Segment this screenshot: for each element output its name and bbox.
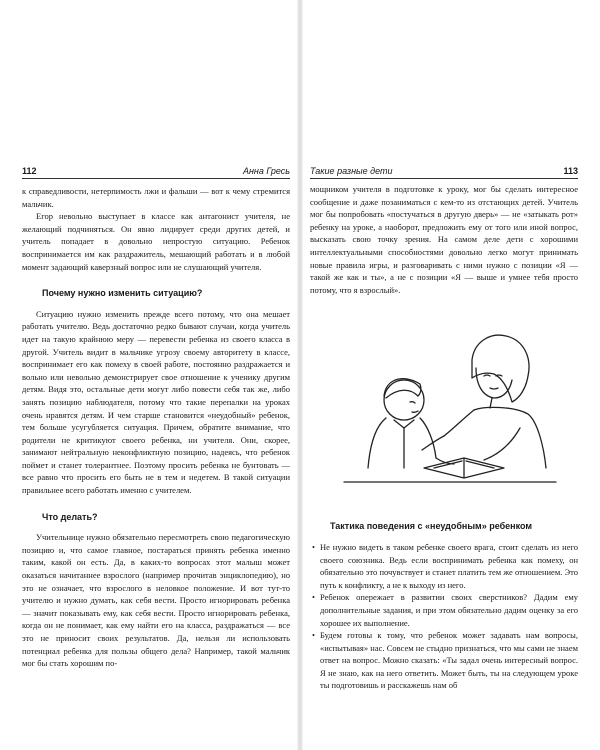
- right-page: [302, 0, 600, 750]
- left-page-header: [22, 166, 290, 179]
- paragraph: к справедливости, нетерпимость лжи и фальши — вот к чему стремится мальчик.: [22, 186, 290, 209]
- page-number: 112: [22, 166, 37, 176]
- page-number: 113: [563, 166, 578, 176]
- right-page-text: [310, 183, 578, 692]
- paragraph: Егор невольно выступает в классе как антагонист учителя, не желающий подчиняться. Он явно лидирует среди других детей, и учитель попадает в довольно непростую ситуацию. Ребенок воспринимается им как раздражитель, мешающий работать и в любой момент задающий каверзный вопрос или не слушающий учителя.: [22, 211, 290, 272]
- paragraph: Учительнице нужно обязательно пересмотреть свою педагогическую позицию и, что самое главное, постараться принять ребенка именно таким, какой он есть. Да, в каких-то вопросах этот малыш может оказаться начитаннее взрослого (например прочитав энциклопедию), но это не означает, что взрослого в неловкое положение. И вот тут-то учителю и нужно думать, как себя вести. Просто игнорировать ребенка — значит показывать ему, как себя вести. Просто игнорировать ребенка, когда он не понимает, как ему найти его на класса, раздражаться — все это не приносит своих результатов. Да, нельзя ли использовать потенциал ребенка для пользы общего дела? Например, такой мальчик мог бы стать хорошим по-: [22, 532, 290, 669]
- paragraph: мощником учителя в подготовке к уроку, мог бы сделать интересное сообщение и даже позаниматься с кем-то из отстающих детей. Учитель мог бы попробовать «постучаться в другую дверь» — не «затыкать рот» ребенку на уроке, а наоборот, предложить ему от того или иной вопрос, высказать свою точку зрения. На самом деле дети с хорошими интеллектуальными способностями довольно легко могут принимать новые правила игры, и разговаривать с ними нужно с позиции «Я — такой же как и ты», а не с позиции «Я — выше и умнее тебя просто потому, что я взрослый».: [310, 184, 578, 295]
- section-heading: Почему нужно изменить ситуацию?: [42, 288, 203, 299]
- right-page-header: [310, 166, 578, 179]
- tactics-list: [310, 541, 578, 692]
- running-header-title: Такие разные дети: [310, 166, 393, 176]
- left-page-text: [22, 185, 290, 670]
- running-header-author: Анна Гресь: [242, 166, 290, 176]
- teacher-child-illustration: [324, 318, 564, 498]
- list-item: • Будем готовы к тому, что ребенок может задавать нам вопросы, «испытывая» нас. Совсем не стыдно признаться, что мы сами не знаем ответ на вопрос. Можно сказать: «Ты задал очень интересный вопрос. Я не знаю, как на него ответить. Может быть, ты на следующем уроке ты подготовишь и расскажешь нам об: [310, 629, 578, 692]
- list-item: • Ребенок опережает в развитии своих сверстников? Дадим ему дополнительные задания, и при этом обязательно дадим оценку за его хорошее их выполнение.: [310, 591, 578, 629]
- section-heading: Что делать?: [42, 511, 98, 522]
- list-item: • Не нужно видеть в таком ребенке своего врага, стоит сделать из него своего союзника. Ведь если воспринимать ребенка как помеху, он обязательно это почувствует и станет платить тем же отношением. Это путь к конфликту, а не к выходу из него.: [310, 541, 578, 591]
- left-page: [0, 0, 298, 750]
- paragraph: Ситуацию нужно изменить прежде всего потому, что она мешает работать учителю. Ведь достаточно редко бывают случаи, когда учитель идет на такую крайнюю меру — перевести ребенка из своего класса в другой. Учитель видит в мальчике угрозу своему авторитету в классе, воспринимает его как помеху в своей работе, постоянно раздражается и вольно или невольно демонстрирует свое отношение к ученику другим детям. Видя это, остальные дети могут либо повести себя так же, либо занять позицию наблюдателя, потому что такие перепалки на уроках очень нравятся детям. И чем старше становится «неудобный» ребенок, тем больше усугубляется ситуация. Причем, обратите внимание, что родители не критикуют своего ребенка, ни учителя. Они, скорее, занимают нейтральную неконфликтную позицию, надеясь, что ребенок поймет и станет толерантнее. Поэтому просить ребенка не бунтовать — все равно что просить его быть не в тем и недетем. В такой ситуации правильнее всего работать именно с учителем.: [22, 308, 290, 496]
- section-heading: Тактика поведения с «неудобным» ребенком: [330, 521, 533, 532]
